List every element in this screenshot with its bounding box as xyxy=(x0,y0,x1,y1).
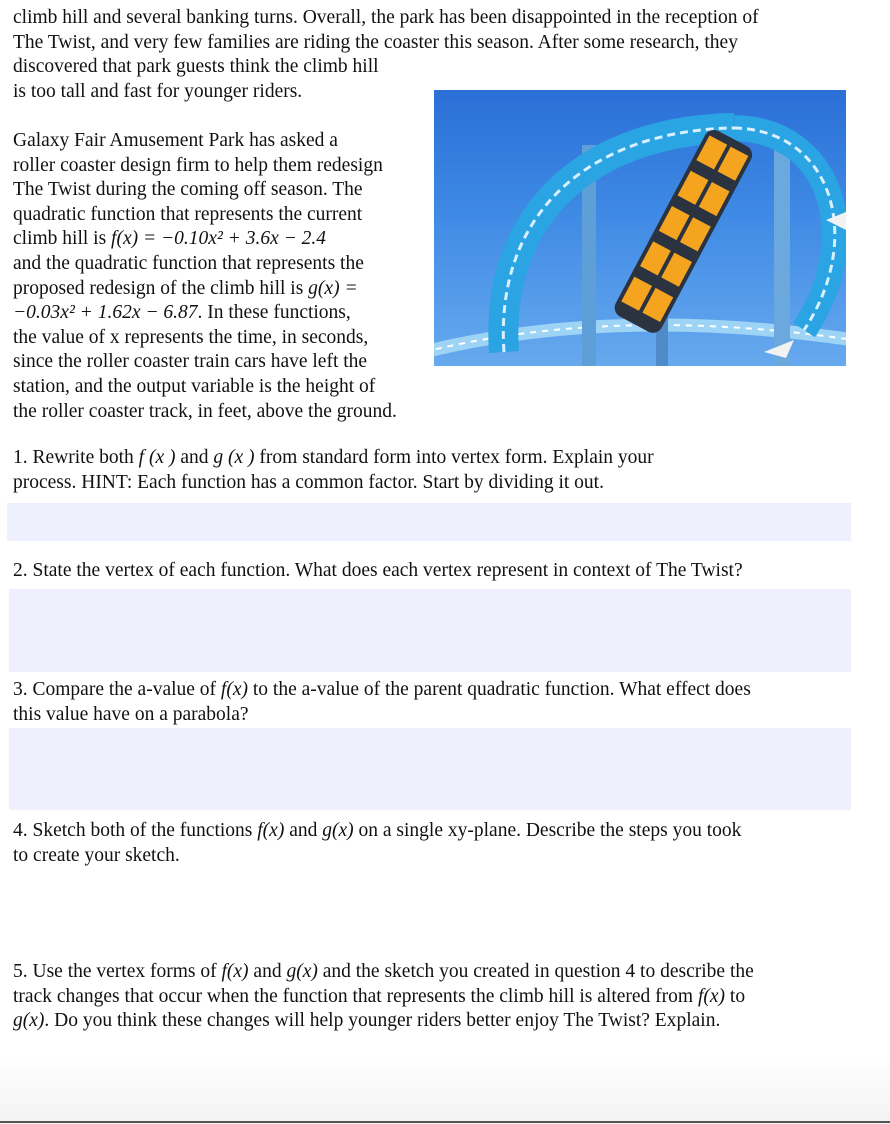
question-text: to xyxy=(725,985,746,1007)
question-text: to the a-value of the parent quadratic function. What effect does xyxy=(247,679,751,700)
setup-line: The Twist during the coming off season. The xyxy=(13,179,363,201)
question-text: on a single xy-plane. Describe the steps you took xyxy=(353,820,742,841)
setup-line: and the quadratic function that represents the xyxy=(13,252,364,274)
setup-line xyxy=(13,301,433,326)
x-argument: (x ) xyxy=(148,447,176,468)
x-argument: (x ) xyxy=(228,447,255,468)
question-line: this value have on a parabola? xyxy=(13,703,249,725)
setup-text: climb hill is xyxy=(13,228,112,250)
g-symbol: g xyxy=(213,447,224,468)
f-of-x: f(x) xyxy=(697,985,726,1007)
f-of-x: f(x) xyxy=(257,820,285,841)
setup-line: Galaxy Fair Amusement Park has asked a xyxy=(13,130,338,151)
setup-text: proposed redesign of the climb hill is xyxy=(13,277,309,299)
g-of-x: g(x) xyxy=(13,1010,45,1032)
question-line xyxy=(13,446,863,471)
f-of-x: f(x) xyxy=(221,961,249,982)
question-5 xyxy=(13,960,863,1034)
g-equation-end: −0.03x² + 1.62x − 6.87 xyxy=(13,302,198,324)
question-text: 5. Use the vertex forms of xyxy=(13,961,222,982)
setup-line: the value of x represents the time, in seconds, xyxy=(13,326,369,348)
setup-text: . In these functions, xyxy=(197,302,351,324)
page-footer-shade xyxy=(0,1058,890,1124)
question-line xyxy=(13,819,863,844)
setup-line xyxy=(13,227,433,252)
question-text: and xyxy=(284,820,323,841)
intro-line: climb hill and several banking turns. Overall, the park has been disappointed in the reception of xyxy=(13,7,759,28)
setup-paragraph xyxy=(13,129,433,424)
intro-line: discovered that park guests think the climb hill xyxy=(13,56,379,78)
question-2 xyxy=(13,559,863,584)
g-of-x: g(x) xyxy=(322,820,354,841)
question-text: from standard form into vertex form. Explain your xyxy=(254,447,654,468)
question-line xyxy=(13,960,863,985)
setup-line: the roller coaster track, in feet, above the ground. xyxy=(13,400,397,422)
question-text: track changes that occur when the function that represents the climb hill is altered from xyxy=(13,985,698,1007)
question-text: . Do you think these changes will help younger riders better enjoy The Twist? Explain. xyxy=(44,1010,721,1032)
intro-line: is too tall and fast for younger riders. xyxy=(13,80,303,102)
question-text: and xyxy=(175,447,214,468)
f-symbol: f xyxy=(138,447,145,468)
setup-line xyxy=(13,277,433,302)
answer-field-2[interactable] xyxy=(9,589,851,672)
f-equation: f(x) = −0.10x² + 3.6x − 2.4 xyxy=(111,228,327,250)
setup-line: roller coaster design firm to help them redesign xyxy=(13,154,383,176)
question-1 xyxy=(13,446,863,495)
question-text: 1. Rewrite both xyxy=(13,447,139,468)
setup-line: quadratic function that represents the current xyxy=(13,203,363,225)
question-4 xyxy=(13,819,863,868)
answer-field-3[interactable] xyxy=(9,728,851,810)
f-of-x: f(x) xyxy=(220,679,248,700)
roller-coaster-image xyxy=(434,90,846,366)
answer-field-1[interactable] xyxy=(7,503,851,541)
setup-line: since the roller coaster train cars have left the xyxy=(13,351,368,373)
question-line: 2. State the vertex of each function. What does each vertex represent in context of The Twist? xyxy=(13,560,743,581)
roller-coaster-icon xyxy=(434,90,846,366)
setup-line: station, and the output variable is the height of xyxy=(13,375,376,397)
question-line: to create your sketch. xyxy=(13,844,180,866)
question-text: 4. Sketch both of the functions xyxy=(13,820,258,841)
question-text: 3. Compare the a-value of xyxy=(13,679,221,700)
page-bottom-divider xyxy=(0,1121,890,1123)
question-line xyxy=(13,678,863,703)
g-of-x: g(x) xyxy=(286,961,318,982)
question-line: process. HINT: Each function has a common factor. Start by dividing it out. xyxy=(13,471,604,493)
question-3 xyxy=(13,678,863,727)
question-text: and the sketch you created in question 4 to describe the xyxy=(317,961,754,982)
question-line xyxy=(13,1009,863,1034)
question-line xyxy=(13,985,863,1010)
g-equation-start: g(x) = xyxy=(308,277,358,299)
intro-line: The Twist, and very few families are riding the coaster this season. After some research, they xyxy=(13,31,738,53)
question-text: and xyxy=(248,961,287,982)
